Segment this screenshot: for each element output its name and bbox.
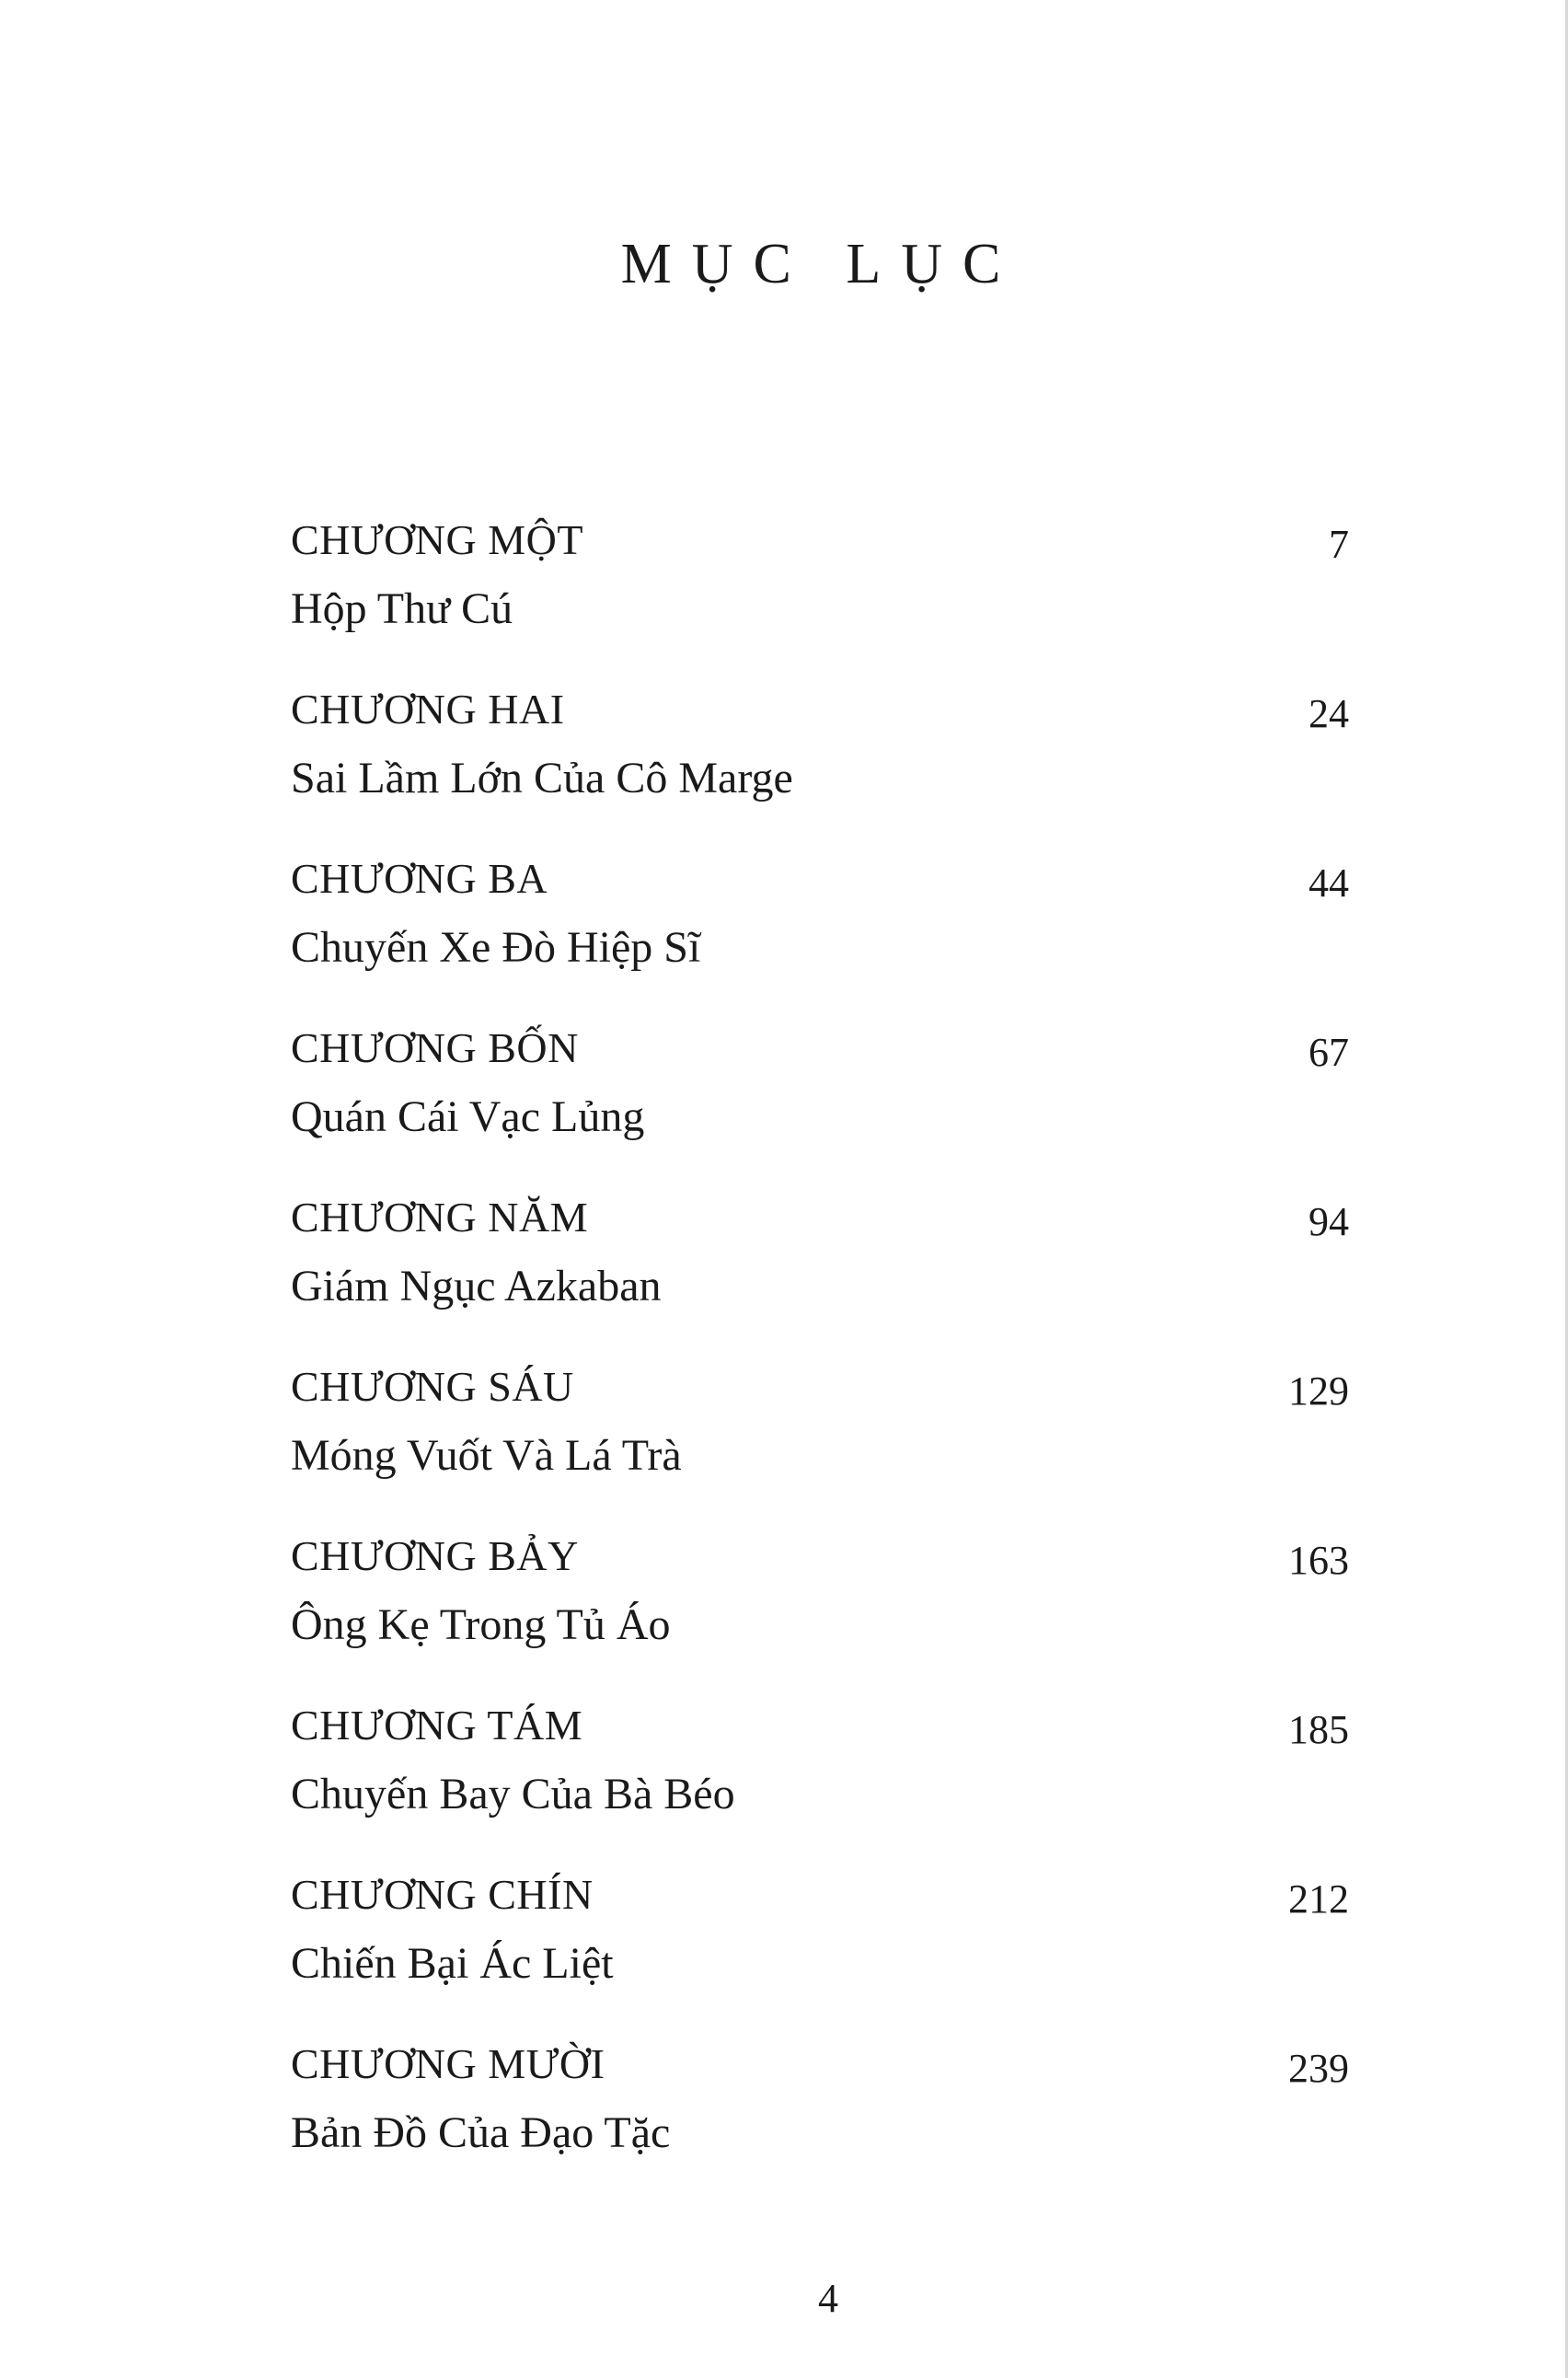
toc-entry[interactable] (291, 1362, 1349, 1531)
chapter-page-number: 67 (1309, 1030, 1349, 1075)
chapter-page-number: 239 (1288, 2046, 1349, 2091)
chapter-label: CHƯƠNG MỘT (291, 516, 583, 563)
page-number: 4 (818, 2276, 838, 2321)
chapter-label: CHƯƠNG NĂM (291, 1194, 589, 1241)
toc-entry[interactable] (291, 1193, 1349, 1362)
chapter-page-number: 129 (1288, 1368, 1349, 1414)
chapter-title: Sai Lầm Lớn Của Cô Marge (291, 754, 793, 802)
chapter-page-number: 7 (1329, 522, 1349, 567)
chapter-page-number: 212 (1288, 1876, 1349, 1922)
chapter-label: CHƯƠNG BẢY (291, 1532, 579, 1579)
toc-entry[interactable] (291, 515, 1349, 685)
chapter-label: CHƯƠNG MƯỜI (291, 2040, 605, 2087)
chapter-page-number: 44 (1309, 860, 1349, 906)
chapter-label: CHƯƠNG SÁU (291, 1363, 574, 1410)
chapter-title: Chiến Bại Ác Liệt (291, 1939, 614, 1988)
chapter-title: Bản Đồ Của Đạo Tặc (291, 2108, 671, 2157)
toc-entry[interactable] (291, 1531, 1349, 1701)
page-title: MỤC LỤC (620, 233, 1021, 295)
chapter-title: Giám Ngục Azkaban (291, 1262, 662, 1310)
chapter-title: Chuyến Xe Đò Hiệp Sĩ (291, 923, 701, 972)
toc-entry[interactable] (291, 2039, 1349, 2209)
chapter-page-number: 94 (1309, 1199, 1349, 1244)
chapter-title: Chuyến Bay Của Bà Béo (291, 1770, 735, 1818)
toc-entry[interactable] (291, 1023, 1349, 1193)
chapter-title: Móng Vuốt Và Lá Trà (291, 1431, 682, 1480)
chapter-label: CHƯƠNG HAI (291, 686, 565, 733)
chapter-page-number: 24 (1309, 691, 1349, 736)
chapter-label: CHƯƠNG BỐN (291, 1024, 579, 1071)
chapter-title: Hộp Thư Cú (291, 584, 513, 633)
chapter-title: Quán Cái Vạc Lủng (291, 1092, 645, 1141)
chapter-label: CHƯƠNG TÁM (291, 1702, 583, 1749)
toc-entry[interactable] (291, 1701, 1349, 1870)
chapter-label: CHƯƠNG BA (291, 855, 548, 902)
chapter-label: CHƯƠNG CHÍN (291, 1871, 594, 1918)
chapter-page-number: 185 (1288, 1707, 1349, 1752)
toc-entry[interactable] (291, 1870, 1349, 2039)
toc-entry[interactable] (291, 854, 1349, 1023)
chapter-title: Ông Kẹ Trong Tủ Áo (291, 1600, 671, 1649)
table-of-contents (291, 515, 1349, 2209)
toc-entry[interactable] (291, 685, 1349, 854)
chapter-page-number: 163 (1288, 1538, 1349, 1583)
